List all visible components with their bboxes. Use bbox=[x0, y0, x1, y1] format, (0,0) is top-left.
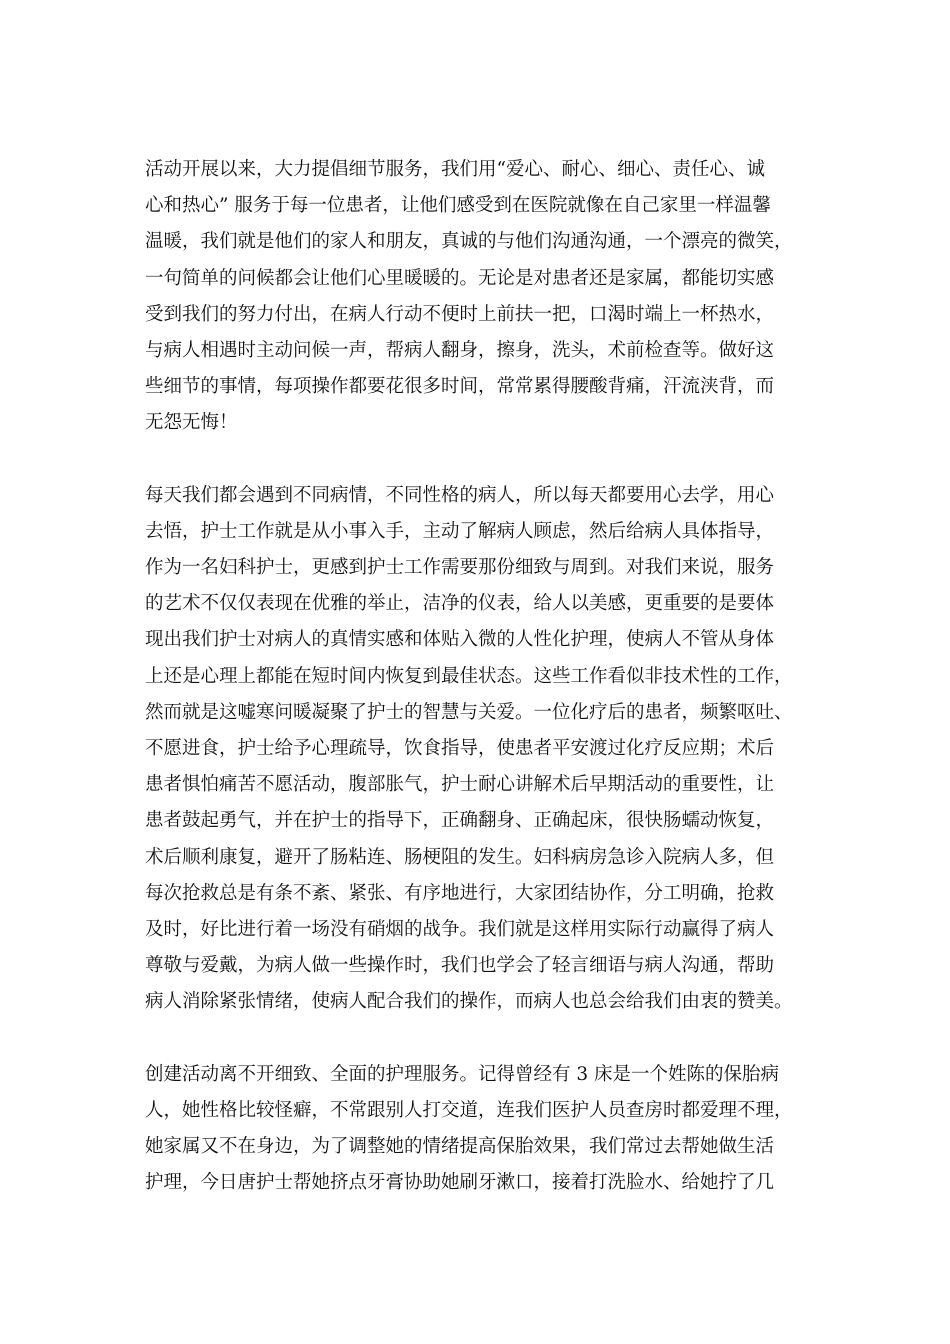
text-line: 些细节的事情，每项操作都要花很多时间，常常累得腰酸背痛，汗流浃背，而 bbox=[145, 376, 775, 398]
text-line: 病人消除紧张情绪，使病人配合我们的操作，而病人也总会给我们由衷的赞美。 bbox=[145, 991, 793, 1013]
text-line: 人，她性格比较怪癖，不常跟别人打交道，连我们医护人员查房时都爱理不理， bbox=[145, 1099, 793, 1121]
paragraph-gap bbox=[145, 442, 810, 478]
text-line: 现出我们护士对病人的真情实感和体贴入微的人性化护理，使病人不管从身体 bbox=[145, 629, 775, 651]
text-line: 温暖，我们就是他们的家人和朋友，真诚的与他们沟通沟通，一个漂亮的微笑， bbox=[145, 231, 793, 253]
document-body bbox=[145, 152, 810, 1201]
text-line: 活动开展以来，大力提倡细节服务，我们用“爱心、耐心、细心、责任心、诚 bbox=[145, 159, 765, 180]
text-line: 上还是心理上都能在短时间内恢复到最佳状态。这些工作看似非技术性的工作， bbox=[145, 665, 793, 687]
text-line: 患者鼓起勇气，并在护士的指导下，正确翻身、正确起床，很快肠蠕动恢复， bbox=[145, 810, 775, 832]
text-line: 尊敬与爱戴，为病人做一些操作时，我们也学会了轻言细语与病人沟通，帮助 bbox=[145, 955, 775, 977]
text-line: 她家属又不在身边，为了调整她的情绪提高保胎效果，我们常过去帮她做生活 bbox=[145, 1136, 775, 1158]
text-line: 作为一名妇科护士，更感到护士工作需要那份细致与周到。对我们来说，服务 bbox=[145, 557, 775, 579]
text-line: 不愿进食，护士给予心理疏导，饮食指导，使患者平安渡过化疗反应期；术后 bbox=[145, 738, 775, 759]
text-line: 每次抢救总是有条不紊、紧张、有序地进行，大家团结协作，分工明确，抢救 bbox=[145, 882, 775, 904]
paragraph-2 bbox=[145, 478, 810, 1021]
text-line: 患者惧怕痛苦不愿活动，腹部胀气，护士耐心讲解术后早期活动的重要性，让 bbox=[145, 774, 775, 796]
text-line: 受到我们的努力付出，在病人行动不便时上前扶一把，口渴时端上一杯热水， bbox=[145, 303, 775, 325]
text-line: 一句简单的问候都会让他们心里暖暖的。无论是对患者还是家属，都能切实感 bbox=[145, 267, 775, 289]
text-line: 创建活动离不开细致、全面的护理服务。记得曾经有 3 床是一个姓陈的保胎病 bbox=[145, 1063, 780, 1085]
text-line: 与病人相遇时主动问候一声，帮病人翻身，擦身，洗头，术前检查等。做好这 bbox=[145, 339, 775, 361]
text-line: 每天我们都会遇到不同病情，不同性格的病人，所以每天都要用心去学，用心 bbox=[145, 484, 775, 506]
text-line: 然而就是这嘘寒问暖凝聚了护士的智慧与关爱。一位化疗后的患者，频繁呕吐、 bbox=[145, 701, 793, 723]
text-line: 护理，今日唐护士帮她挤点牙膏协助她刷牙漱口，接着打洗脸水、给她拧了几 bbox=[145, 1172, 775, 1194]
text-line: 的艺术不仅仅表现在优雅的举止，洁净的仪表，给人以美感，更重要的是要体 bbox=[145, 593, 775, 615]
text-line: 去悟，护士工作就是从小事入手，主动了解病人顾虑，然后给病人具体指导， bbox=[145, 520, 775, 542]
text-line: 术后顺利康复，避开了肠粘连、肠梗阻的发生。妇科病房急诊入院病人多，但 bbox=[145, 846, 775, 868]
paragraph-3 bbox=[145, 1057, 810, 1202]
text-line: 无怨无悔！ bbox=[145, 412, 238, 434]
text-line: 及时，好比进行着一场没有硝烟的战争。我们就是这样用实际行动赢得了病人 bbox=[145, 918, 775, 940]
text-line: 心和热心” 服务于每一位患者，让他们感受到在医院就像在自己家里一样温馨 bbox=[145, 195, 771, 217]
paragraph-1 bbox=[145, 152, 810, 442]
paragraph-gap bbox=[145, 1021, 810, 1057]
